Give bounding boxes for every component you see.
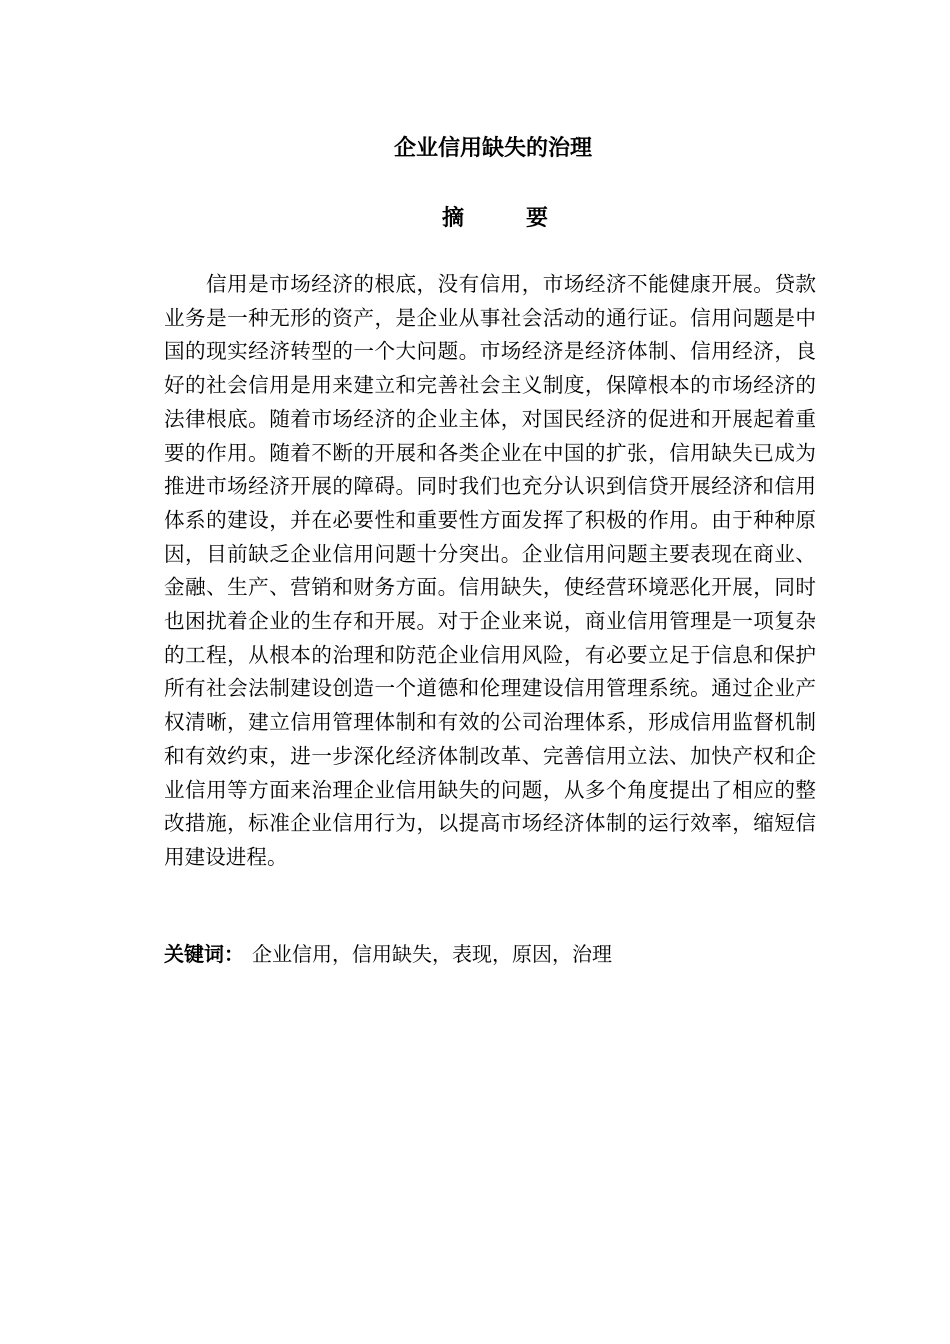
keywords-value: 企业信用，信用缺失，表现，原因，治理 bbox=[252, 942, 612, 966]
abstract-heading bbox=[442, 203, 552, 235]
keywords-line bbox=[164, 938, 816, 971]
abstract-body: 信用是市场经济的根底，没有信用，市场经济不能健康开展。贷款业务是一种无形的资产，是企业从事社会活动的通行证。信用问题是中国的现实经济转型的一个大问题。市场经济是经济体制、信用经济，良好的社会信用是用来建立和完善社会主义制度，保障根本的市场经济的法律根底。随着市场经济的企业主体，对国民经济的促进和开展起着重要的作用。随着不断的开展和各类企业在中国的扩张，信用缺失已成为推进市场经济开展的障碍。同时我们也充分认识到信贷开展经济和信用体系的建设，并在必要性和重要性方面发挥了积极的作用。由于种种原因，目前缺乏企业信用问题十分突出。企业信用问题主要表现在商业、金融、生产、营销和财务方面。信用缺失，使经营环境恶化开展，同时也困扰着企业的生存和开展。对于企业来说，商业信用管理是一项复杂的工程，从根本的治理和防范企业信用风险，有必要立足于信息和保护所有社会法制建设创造一个道德和伦理建设信用管理系统。通过企业产权清晰，建立信用管理体制和有效的公司治理体系，形成信用监督机制和有效约束，进一步深化经济体制改革、完善信用立法、加快产权和企业信用等方面来治理企业信用缺失的问题，从多个角度提出了相应的整改措施，标准企业信用行为，以提高市场经济体制的运行效率，缩短信用建设进程。 bbox=[164, 272, 816, 869]
keywords-label: 关键词： bbox=[164, 942, 244, 966]
abstract-heading-char-1: 摘 bbox=[442, 206, 465, 231]
document-title: 企业信用缺失的治理 bbox=[393, 136, 592, 161]
abstract-heading-char-2: 要 bbox=[526, 206, 549, 231]
